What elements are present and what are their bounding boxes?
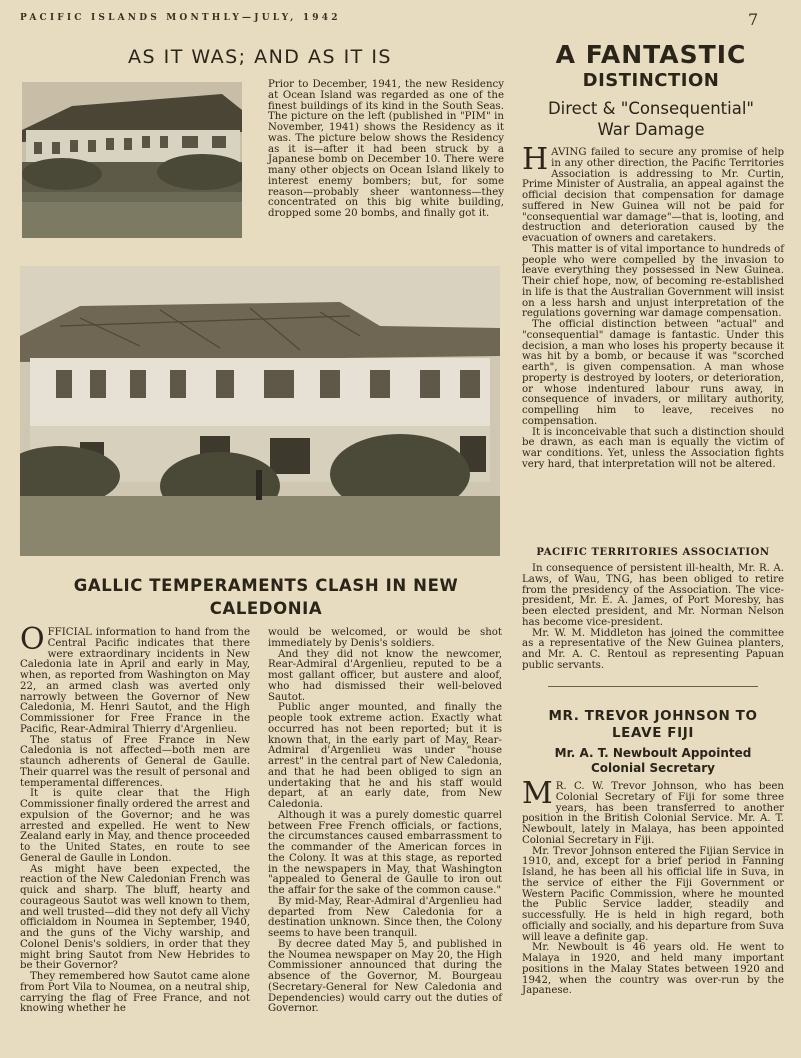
- gallic-paragraph: By decree dated May 5, and published in the Noumea newspaper on May 20, the High Commissioner announced that during the absence of the Governor, M. Bourgeau (Secretary-General for New Caledonia and Dependencies) would carry out the duties of Governor.: [268, 938, 502, 1015]
- johnson-subtitle-line-1: Mr. A. T. Newboult Appointed: [554, 746, 752, 760]
- residency-before-image: [22, 82, 242, 238]
- section-divider: [548, 686, 758, 687]
- fantastic-title-line-1: A FANTASTIC: [555, 40, 747, 69]
- residency-before-photo: [22, 82, 242, 238]
- gallic-paragraph: It is quite clear that the High Commissioner finally ordered the arrest and expulsion of the Governor; and he was arrested and expelled. He went to New Zealand early in May, and thence proceeded to the United States, en route to see General de Gaulle in London.: [20, 788, 250, 864]
- residency-after-image: [20, 266, 500, 556]
- fantastic-lead-paragraph: [522, 142, 784, 245]
- gallic-column-1: [20, 622, 250, 1015]
- residency-title: AS IT WAS; AND AS IT IS: [128, 46, 392, 68]
- pta-paragraph: In consequence of persistent ill-health, Mr. R. A. Laws, of Wau, TNG, has been obliged to retire from the presidency of the Association. The vice-president, Mr. E. A. James, of Port Moresby, has been elected president, and Mr. Norman Nelson has become vice-president.: [522, 563, 784, 628]
- fantastic-title: [520, 40, 782, 92]
- gallic-title-text: GALLIC TEMPERAMENTS CLASH IN NEW CALEDONIA: [73, 576, 459, 618]
- johnson-subtitle: [522, 746, 784, 776]
- gallic-paragraph: They remembered how Sautot came alone from Port Vila to Noumea, on a neutral ship, carrying the flag of Free France, and not knowing whether he: [20, 971, 250, 1015]
- pta-body: [522, 564, 784, 672]
- pta-paragraph: Mr. W. M. Middleton has joined the committee as a representative of the New Guinea planters, and Mr. A. C. Rentoul as representing Papuan public servants.: [522, 627, 784, 671]
- fantastic-paragraph: The official distinction between "actual" and "consequential" damage is fantastic. Under this decision, a man who loses his property because it was hit by a bomb, or because it was "scorched earth", is given compensation. A man whose property is destroyed by looters, or deterioration, or whose indentured labour runs away, in consequence of invaders, or military authority, compelling him to leave, receives no compensation.: [522, 319, 784, 427]
- fantastic-paragraph: This matter is of vital importance to hundreds of people who were compelled by the invasion to leave everything they possessed in New Guinea. Their chief hope, now, of becoming re-established in life is that the Australian Government will insist on a less harsh and unjust interpretation of the regulations governing war damage compensation.: [522, 243, 784, 320]
- fantastic-paragraph: It is inconceivable that such a distinction should be drawn, as each man is equally the victim of war conditions. Yet, unless the Association fights very hard, that interpretation will not be altered.: [522, 426, 784, 470]
- gallic-paragraph: would be welcomed, or would be shot immediately by Denis's soldiers.: [268, 627, 502, 649]
- gallic-drop-cap: O: [20, 622, 45, 657]
- johnson-paragraph: Mr. Trevor Johnson entered the Fijian Service in 1910, and, except for a brief period in Fanning Island, he has been all his official life in Suva, in the service of either the Fiji Government or Western Pacific Commission, where he mounted the Public Service ladder, steadily and successfully. He is held in high regard, both officially and socially, and his departure from Suva will leave a definite gap.: [522, 845, 784, 943]
- johnson-subtitle-line-2: Colonial Secretary: [591, 761, 715, 775]
- running-head: PACIFIC ISLANDS MONTHLY—JULY, 1942: [20, 13, 341, 23]
- gallic-paragraph: As might have been expected, the reaction of the New Caledonian French was quick and sharp. The bluff, hearty and courageous Sautot was well known to them, and well trusted—did they not defy all Vichy officialdom in Noumea in September, 1940, and the guns of the Vichy warship, and Colonel Denis's soldiers, in order that they might bring Sautot from New Hebrides to be their Governor?: [20, 863, 250, 972]
- fantastic-subtitle: [520, 98, 782, 140]
- johnson-drop-cap: M: [522, 776, 553, 811]
- gallic-paragraph: By mid-May, Rear-Admiral d'Argenlieu had departed from New Caledonia for a destination unknown. Since then, the Colony seems to have been tranquil.: [268, 895, 502, 939]
- gallic-paragraph: Public anger mounted, and finally the people took extreme action. Exactly what occurred has not been reported; but it is known that, in the early part of May, Rear-Admiral d'Argenlieu was under "house arrest" in the central part of New Caledonia, and that he had been obliged to sign an undertaking that he and his staff would depart, at an early date, from New Caledonia.: [268, 702, 502, 810]
- fantastic-drop-cap: H: [522, 142, 549, 177]
- gallic-paragraph: Although it was a purely domestic quarrel between Free French officials, or factions, the circumstances caused embarrassment to the commander of the American forces in the Colony. It was at this stage, as reported in the newspapers in May, that Washington "appealed to General de Gaulle to iron out the affair for the sake of the common cause.": [268, 809, 502, 896]
- fantastic-subtitle-line-1: Direct & "Consequential": [547, 99, 755, 118]
- fantastic-title-line-2: DISTINCTION: [582, 70, 720, 91]
- johnson-title: [522, 708, 784, 742]
- residency-after-photo: [20, 266, 500, 556]
- fantastic-body: [522, 142, 784, 471]
- gallic-paragraph: The status of Free France in New Caledonia is not affected—both men are staunch adherents of General de Gaulle. Their quarrel was the result of personal and temperamental differences.: [20, 734, 250, 789]
- residency-caption-text: Prior to December, 1941, the new Residency at Ocean Island was regarded as one of the finest buildings of its kind in the South Seas. The picture on the left (published in "PIM" in November, 1941) shows the Residency as it was. The picture below shows the Residency as it is—after it had been struck by a Japanese bomb on December 10. There were many other objects on Ocean Island likely to interest enemy bombers; but, for some reason—probably sheer wantonness—they concentrated on this big white building, dropped some 20 bombs, and finally got it.: [268, 79, 504, 219]
- gallic-column-2: [268, 628, 502, 1015]
- fantastic-subtitle-line-2: War Damage: [597, 120, 705, 139]
- johnson-title-line-1: MR. TREVOR JOHNSON TO: [548, 708, 758, 724]
- johnson-lead-text: R. C. W. Trevor Johnson, who has been Colonial Secretary of Fiji for some three years, has been transferred to another position in the British Colonial Service. Mr. A. T. Newboult, lately in Malaya, has been appointed Colonial Secretary in Fiji.: [522, 781, 784, 846]
- johnson-title-line-2: LEAVE FIJI: [611, 725, 695, 741]
- page-number: 7: [748, 10, 759, 29]
- pta-heading: PACIFIC TERRITORIES ASSOCIATION: [536, 547, 770, 558]
- gallic-lead-paragraph: [20, 622, 250, 736]
- residency-caption: [268, 80, 504, 220]
- fantastic-lead-text: AVING failed to secure any promise of help in any other direction, the Pacific Territories Association is addressing to Mr. Curtin, Prime Minister of Australia, an appeal against the official decision that compensation for damage suffered in New Guinea will not be paid for "consequential war damage"—that is, looting, and destruction and deterioration caused by the evacuation of owners and caretakers.: [522, 147, 784, 244]
- gallic-paragraph: And they did not know the newcomer, Rear-Admiral d'Argenlieu, reputed to be a most gallant officer, but austere and aloof, who had dismissed their well-beloved Sautot.: [268, 648, 502, 703]
- gallic-title: [26, 574, 506, 620]
- gallic-lead-text: FFICIAL information to hand from the Central Pacific indicates that there were extraordinary incidents in New Caledonia late in April and early in May, when, as reported from Washington on May 22, an armed clash was averted only narrowly between the Governor of New Caledonia, M. Henri Sautot, and the High Commissioner for Free France in the Pacific, Rear-Admiral Thierry d'Argenlieu.: [20, 627, 250, 735]
- johnson-body: [522, 776, 784, 997]
- johnson-paragraph: Mr. Newboult is 46 years old. He went to Malaya in 1920, and held many important positions in the Malay States between 1920 and 1942, when the country was over-run by the Japanese.: [522, 942, 784, 997]
- johnson-lead-paragraph: [522, 776, 784, 847]
